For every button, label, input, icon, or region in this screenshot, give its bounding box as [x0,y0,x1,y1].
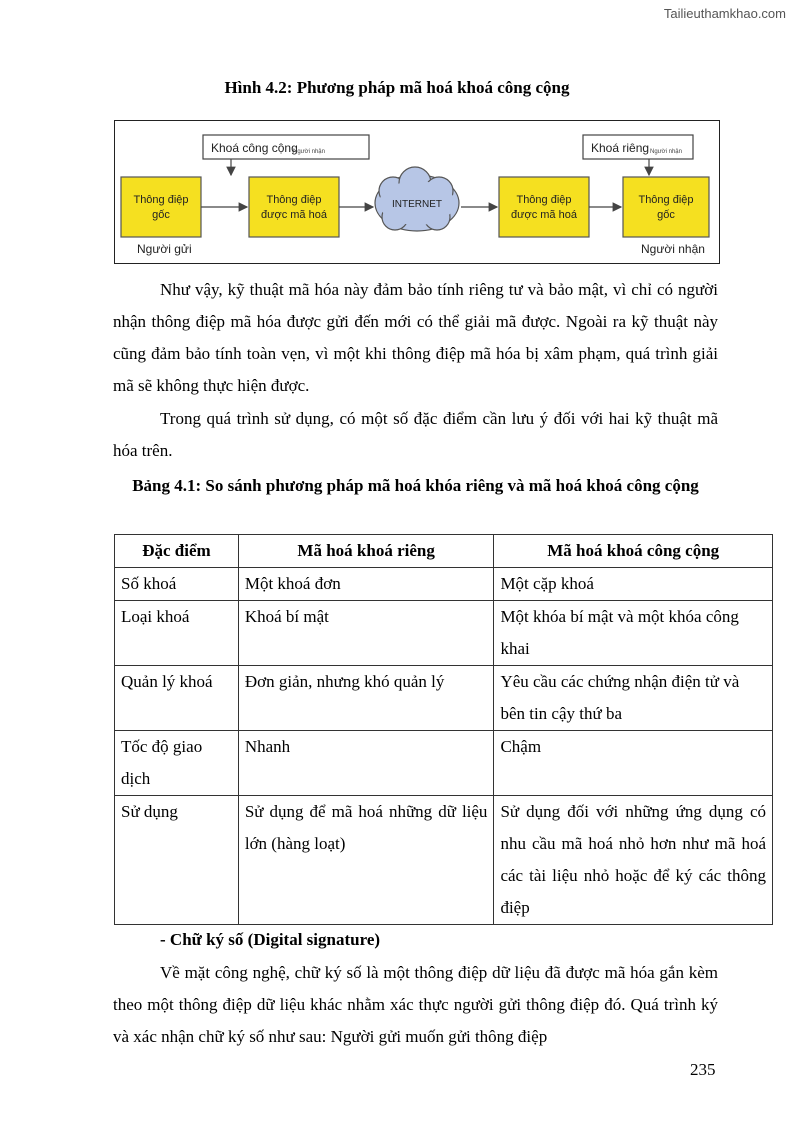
comparison-table [114,534,773,925]
table-cell: Sử dụng đối với những ứng dụng có nhu cầu mã hoá nhỏ hơn như mã hoá các tài liệu nhỏ hoặc để ký các thông điệp [494,796,773,925]
box2-line2: được mã hoá [261,209,327,221]
table-cell: Đơn giản, nhưng khó quản lý [238,666,494,731]
section-heading-digital-signature: - Chữ ký số (Digital signature) [160,930,381,949]
box1-line2: gốc [152,209,170,221]
table-cell: Một khóa bí mật và một khóa công khai [494,601,773,666]
table-cell: Quản lý khoá [115,666,239,731]
box3-line2: được mã hoá [511,209,577,221]
box2-line1: Thông điệp [266,194,322,206]
public-key-encryption-diagram [114,120,720,264]
paragraph-digital-signature: Về mặt công nghệ, chữ ký số là một thông điệp dữ liệu đã được mã hóa gắn kèm theo một thông điệp dữ liệu khác nhằm xác thực người gửi thông điệp đó. Quá trình ký và xác nhận chữ ký số như sau: Người gửi muốn gửi thông điệp [113,963,718,1046]
box4-line2: gốc [657,209,675,221]
table-row [115,666,773,731]
table-row [115,796,773,925]
box4-line1: Thông điệp [638,194,694,206]
table-header: Mã hoá khoá công cộng [494,535,773,568]
table-cell: Một cặp khoá [494,568,773,601]
table-header: Mã hoá khoá riêng [238,535,494,568]
table-cell: Một khoá đơn [238,568,494,601]
public-key-label: Khoá công cộng [211,141,298,155]
box3-line1: Thông điệp [516,194,572,206]
box-encrypted-message-sender [249,177,339,237]
internet-label: INTERNET [392,199,442,210]
table-title: Bảng 4.1: So sánh phương pháp mã hoá khóa riêng và mã hoá khoá công cộng [132,476,699,495]
watermark: Tailieuthamkhao.com [663,6,786,21]
table-header: Đặc điểm [115,535,239,568]
private-key-sub: Người nhận [650,149,682,155]
table-cell: Số khoá [115,568,239,601]
page-number: 235 [690,1060,716,1079]
receiver-label: Người nhận [641,242,705,256]
private-key-label: Khoá riêng [591,141,650,155]
table-cell: Tốc độ giao dịch [115,731,239,796]
box-encrypted-message-receiver [499,177,589,237]
table-cell: Loại khoá [115,601,239,666]
box-original-message-receiver [623,177,709,237]
table-cell: Chậm [494,731,773,796]
paragraph-privacy: Như vậy, kỹ thuật mã hóa này đảm bảo tính riêng tư và bảo mật, vì chỉ có người nhận thông điệp mã hóa được gửi đến mới có thể giải mã được. Ngoài ra kỹ thuật này cũng đảm bảo tính toàn vẹn, vì một khi thông điệp mã hóa bị xâm phạm, quá trình giải mã sẽ không thực hiện được. [113,280,718,395]
table-cell: Sử dụng để mã hoá những dữ liệu lớn (hàng loạt) [238,796,494,925]
sender-label: Người gửi [137,242,192,256]
table-row [115,731,773,796]
table-cell: Yêu cầu các chứng nhận điện tử và bên tin cậy thứ ba [494,666,773,731]
public-key-sub: Người nhận [293,149,325,155]
paragraph-usage-notes: Trong quá trình sử dụng, có một số đặc điểm cần lưu ý đối với hai kỹ thuật mã hóa trên. [113,409,718,460]
table-cell: Sử dụng [115,796,239,925]
figure-title: Hình 4.2: Phương pháp mã hoá khoá công cộng [224,78,570,97]
box-original-message-sender [121,177,201,237]
table-row [115,568,773,601]
table-cell: Nhanh [238,731,494,796]
box1-line1: Thông điệp [133,194,189,206]
table-header-row [115,535,773,568]
table-row [115,601,773,666]
table-cell: Khoá bí mật [238,601,494,666]
